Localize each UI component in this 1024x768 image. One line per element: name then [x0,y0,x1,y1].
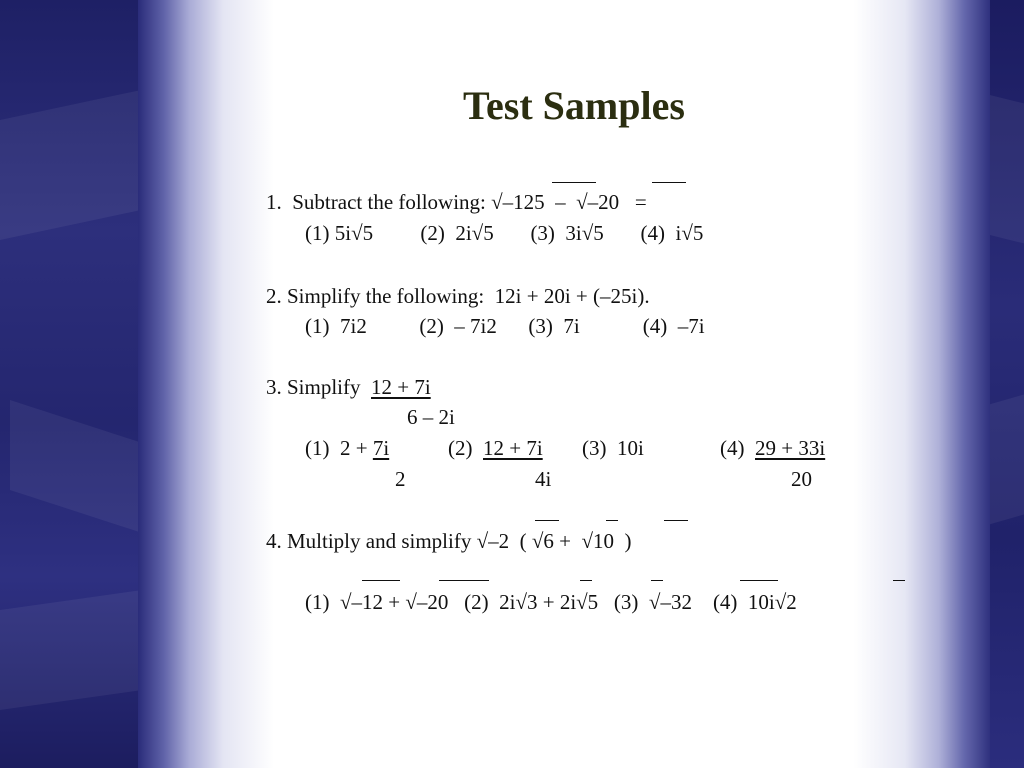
slide-title: Test Samples [463,83,685,128]
choice-1-denominator: 2 [395,467,406,491]
choice-4-lead: (4) [720,436,755,460]
choice-1-numerator: 7i [372,436,390,460]
radical-overbar [652,182,686,183]
question-3-choice-2 [448,436,543,460]
radical-overbar [580,580,592,581]
question-3-choice-4 [720,436,825,460]
question-2-prompt: 2. Simplify the following: 12i + 20i + (–25i). [266,284,650,308]
question-3-denominator: 6 – 2i [407,405,455,429]
question-3-lead: 3. Simplify [266,375,372,399]
radical-overbar [740,580,778,581]
question-1-prompt: 1. Subtract the following: √–125 – √–20 = [266,190,647,214]
question-4-prompt: 4. Multiply and simplify √–2 ( √6 + √10 ) [266,529,632,553]
choice-1-lead: (1) 2 + [305,436,373,460]
question-1-choices: (1) 5i√5 (2) 2i√5 (3) 3i√5 (4) i√5 [305,221,704,245]
question-3-prompt [266,375,431,399]
question-4-choices: (1) √–12 + √–20 (2) 2i√3 + 2i√5 (3) √–32 (4) 10i√2 [305,590,797,614]
radical-overbar [362,580,400,581]
question-2-choices: (1) 7i2 (2) – 7i2 (3) 7i (4) –7i [305,314,705,338]
question-3-numerator: 12 + 7i [371,375,431,399]
radical-overbar [535,520,559,521]
radical-overbar [893,580,905,581]
question-3-choice-1 [305,436,389,460]
radical-overbar [664,520,688,521]
choice-2-lead: (2) [448,436,483,460]
radical-overbar [606,520,618,521]
choice-2-denominator: 4i [535,467,552,491]
choice-2-numerator: 12 + 7i [483,436,543,460]
radical-overbar [552,182,596,183]
choice-4-denominator: 20 [791,467,812,491]
radical-overbar [439,580,489,581]
radical-overbar [651,580,663,581]
choice-4-numerator: 29 + 33i [755,436,826,460]
question-3-choice-3: (3) 10i [582,436,644,460]
